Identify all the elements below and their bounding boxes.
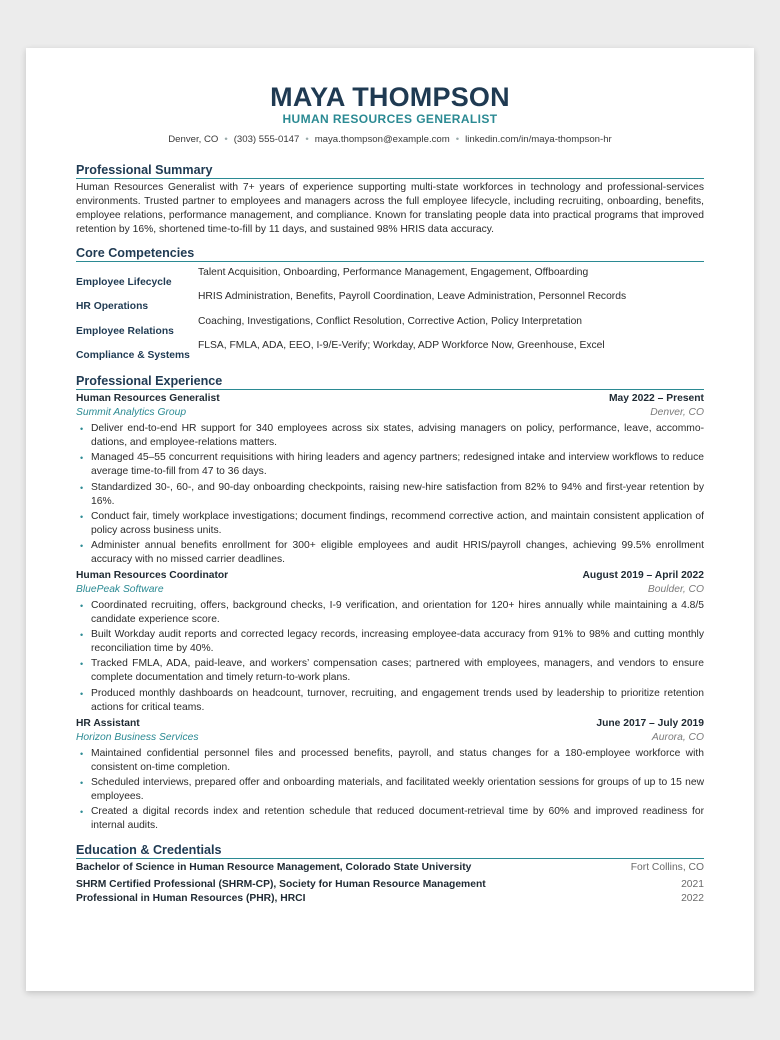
bullet-item: • Built Workday audit reports and corrected legacy records, increasing employee-data accuracy from 91% to 98% and cutting monthly reconciliation time by 40%.: [76, 628, 704, 656]
credential-item: [76, 878, 704, 892]
bullet-item: • Produced monthly dashboards on headcount, turnover, recruiting, and engagement trends used by leadership to prioritize retention actions for critical teams.: [76, 687, 704, 715]
bullet-item: • Standardized 30-, 60-, and 90-day onboarding checkpoints, raising new-hire satisfaction from 82% to 94% and first-year retention by 16%.: [76, 481, 704, 509]
education-location: Fort Collins, CO: [630, 861, 704, 873]
separator-dot: •: [224, 134, 228, 145]
bullet-item: • Created a digital records index and retention schedule that reduced document-retrieval time by 60% and improved readiness for internal audits.: [76, 805, 704, 833]
competency-value: Talent Acquisition, Onboarding, Performance Management, Engagement, Offboarding: [198, 267, 589, 278]
summary-text: Human Resources Generalist with 7+ years of experience supporting multi-state workforces in technology and professional-services environments. Trusted partner to employees and managers across the full employee lifecycle, including recruiting, onboarding, benefits, employee relations, performance management, and compliance. Known for translating people data into practical programs that improved retention by 16%, shortened time-to-fill by 11 days, and sustained 98% HRIS data accuracy.: [76, 182, 704, 235]
resume-page: [26, 48, 754, 991]
job-location: Aurora, CO: [651, 731, 704, 743]
contact-linkedin[interactable]: linkedin.com/in/maya-thompson-hr: [465, 134, 612, 145]
summary-section: [76, 163, 704, 237]
competency-row: [76, 337, 704, 361]
credential-item: [76, 892, 704, 906]
competency-value: Coaching, Investigations, Conflict Resolution, Corrective Action, Policy Interpretation: [198, 315, 583, 327]
job-subheader: [76, 731, 704, 745]
competency-value: FLSA, FMLA, ADA, EEO, I-9/E-Verify; Workday, ADP Workforce Now, Greenhouse, Excel: [198, 339, 605, 351]
competency-value: HRIS Administration, Benefits, Payroll Coordination, Leave Administration, Personnel Records: [198, 291, 627, 303]
competency-row: [76, 313, 704, 337]
contact-line: [76, 133, 704, 146]
separator-dot: •: [305, 134, 309, 145]
competency-label: Compliance & Systems: [76, 349, 190, 361]
bullet-item: • Tracked FMLA, ADA, paid-leave, and workers’ compensation cases; partnered with employees, managers, and vendors to ensure complete documentation and timely return-to-work plans.: [76, 657, 704, 685]
job-dates: August 2019 – April 2022: [582, 569, 704, 581]
job-entry: [76, 717, 704, 833]
bullet-item: • Maintained confidential personnel files and processed benefits, payroll, and status changes for a 180-employee workforce with consistent on-time completion.: [76, 747, 704, 775]
candidate-name: MAYA THOMPSON: [270, 82, 510, 112]
candidate-title: HUMAN RESOURCES GENERALIST: [282, 112, 498, 126]
credential-name: Professional in Human Resources (PHR), HRCI: [76, 892, 306, 904]
job-title: Human Resources Generalist: [76, 393, 220, 405]
education-name: Bachelor of Science in Human Resource Management, Colorado State University: [76, 861, 472, 873]
contact-phone[interactable]: (303) 555-0147: [233, 134, 300, 145]
bullet-item: • Managed 45–55 concurrent requisitions with hiring leaders and agency partners; redesigned intake and interview workflows to reduce average time-to-fill from 47 to 36 days.: [76, 451, 704, 479]
job-bullets: [76, 422, 704, 567]
job-location: Denver, CO: [650, 407, 704, 419]
job-dates: June 2017 – July 2019: [596, 717, 704, 729]
section-heading: Education & Credentials: [76, 843, 704, 859]
contact-location: Denver, CO: [168, 134, 219, 145]
job-title: HR Assistant: [76, 717, 140, 729]
job-company: Summit Analytics Group: [76, 407, 187, 419]
bullet-item: • Coordinated recruiting, offers, background checks, I-9 verification, and orientation for 120+ hires annually while maintaining a 4.8/5 candidate experience score.: [76, 599, 704, 627]
experience-section: [76, 374, 704, 833]
competency-label: Employee Lifecycle: [76, 277, 172, 288]
job-entry: [76, 392, 704, 567]
competency-row: [76, 264, 704, 288]
bullet-item: • Conduct fair, timely workplace investigations; document findings, recommend corrective action, and maintain consistent application of policy across business units.: [76, 510, 704, 538]
credential-name: SHRM Certified Professional (SHRM-CP), Society for Human Resource Management: [76, 878, 486, 890]
bullet-item: • Deliver end-to-end HR support for 340 employees across six states, advising managers on policy, performance, leave, accommo-dations, and employee-relations matters.: [76, 422, 704, 450]
section-heading: Professional Summary: [76, 163, 704, 179]
job-company: BluePeak Software: [76, 583, 164, 595]
competency-label: HR Operations: [76, 301, 149, 313]
education-item: [76, 861, 704, 875]
separator-dot: •: [455, 134, 460, 145]
job-bullets: [76, 599, 704, 715]
job-header: [76, 392, 704, 406]
job-location: Boulder, CO: [647, 583, 704, 595]
competency-row: [76, 288, 704, 312]
job-dates: May 2022 – Present: [608, 393, 704, 405]
job-title: Human Resources Coordinator: [76, 569, 229, 581]
competency-label: Employee Relations: [76, 325, 174, 337]
section-heading: Professional Experience: [76, 374, 704, 390]
education-section: [76, 843, 704, 906]
job-subheader: [76, 406, 704, 420]
competencies-section: [76, 246, 704, 361]
job-header: [76, 569, 704, 583]
credential-year: 2021: [681, 878, 704, 890]
job-header: [76, 717, 704, 731]
bullet-item: • Administer annual benefits enrollment for 300+ eligible employees and audit HRIS/payroll changes, achieving 99.5% enrollment accuracy with no missed carrier deadlines.: [76, 539, 704, 567]
bullet-item: • Scheduled interviews, prepared offer and onboarding materials, and facilitated weekly orientation sessions for groups of up to 15 new employees.: [76, 776, 704, 804]
job-entry: [76, 569, 704, 715]
contact-email[interactable]: maya.thompson@example.com: [314, 134, 450, 145]
job-company: Horizon Business Services: [76, 731, 199, 743]
credential-year: 2022: [681, 892, 704, 904]
job-subheader: [76, 583, 704, 597]
section-heading: Core Competencies: [76, 246, 704, 262]
job-bullets: [76, 747, 704, 833]
